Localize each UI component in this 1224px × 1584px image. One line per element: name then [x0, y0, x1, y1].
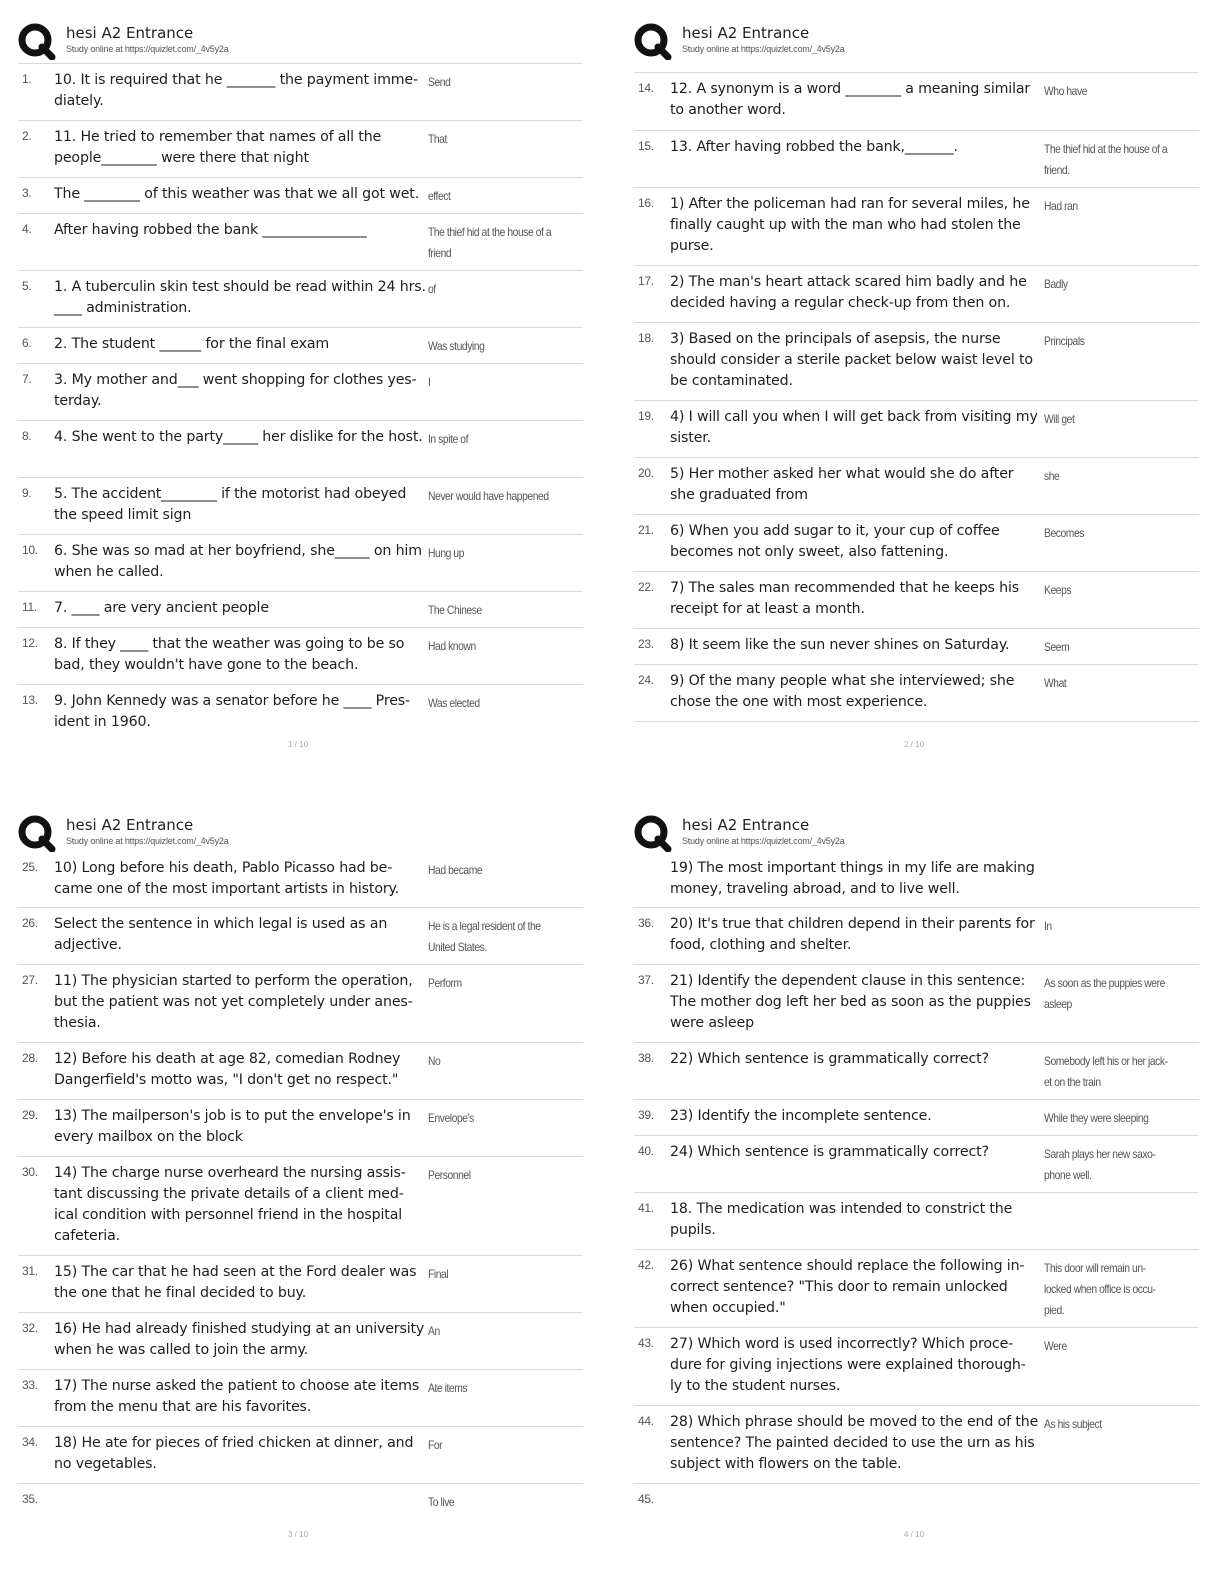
item-answer: Will get [1044, 412, 1075, 426]
item-question: Select the sentence in which legal is used as an adjective. [54, 916, 388, 953]
list-item [18, 1484, 583, 1520]
item-question: 12. A synonym is a word ________ a meaning similar to another word. [670, 81, 1031, 118]
list-item [18, 214, 583, 271]
item-question: 12) Before his death at age 82, comedian Rodney Dangerfield's motto was, "I don't get no respect." [54, 1051, 401, 1088]
list-item [634, 1406, 1199, 1484]
item-number: 31. [22, 1264, 38, 1278]
page-3 [18, 814, 588, 1574]
item-number: 39. [638, 1108, 654, 1122]
item-number: 24. [638, 673, 654, 687]
item-question: 2) The man's heart attack scared him badly and he decided having a regular check-up from then on. [670, 274, 1027, 311]
item-question: 8) It seem like the sun never shines on Saturday. [670, 637, 1010, 653]
item-question: 11) The physician started to perform the operation, but the patient was not yet completely under anes- thesia. [54, 973, 413, 1031]
item-answer: The thief hid at the house of a friend. [1044, 142, 1168, 177]
list-item [634, 852, 1199, 908]
list-item [634, 1328, 1199, 1406]
list-item [18, 328, 583, 364]
item-number: 6. [22, 336, 32, 350]
header-subtitle: Study online at https://quizlet.com/_4v5y2a [66, 836, 229, 846]
item-answer: He is a legal resident of the United States. [428, 919, 541, 954]
item-question: 8. If they ____ that the weather was going to be so bad, they wouldn't have gone to the beach. [54, 636, 405, 673]
list-item [634, 515, 1199, 572]
item-question: 3. My mother and___ went shopping for clothes yes- terday. [54, 372, 417, 409]
item-question: After having robbed the bank _______________ [54, 222, 367, 238]
list-item [18, 628, 583, 685]
item-answer: An [428, 1324, 440, 1338]
quizlet-logo-icon [634, 814, 672, 852]
list-item [18, 685, 583, 737]
header-subtitle: Study online at https://quizlet.com/_4v5y2a [682, 836, 845, 846]
quizlet-logo-icon [634, 22, 672, 60]
item-question: 16) He had already finished studying at an university when he was called to join the army. [54, 1321, 425, 1358]
list-item [18, 1427, 583, 1484]
item-answer: Was studying [428, 339, 485, 353]
list-item [18, 592, 583, 628]
item-question: 7) The sales man recommended that he keeps his receipt for at least a month. [670, 580, 1020, 617]
item-number: 17. [638, 274, 654, 288]
list-item [634, 572, 1199, 629]
item-question: 19) The most important things in my life are making money, traveling abroad, and to live well. [670, 860, 1035, 897]
item-answer: For [428, 1438, 443, 1452]
item-question: 23) Identify the incomplete sentence. [670, 1108, 932, 1124]
list-item [18, 421, 583, 478]
list-item [634, 629, 1199, 665]
item-number: 12. [22, 636, 38, 650]
item-question: 1. A tuberculin skin test should be read within 24 hrs. ____ administration. [54, 279, 426, 316]
item-question: The ________ of this weather was that we all got wet. [54, 186, 420, 202]
page-header [634, 22, 1204, 62]
item-question: 6. She was so mad at her boyfriend, she_____ on him when he called. [54, 543, 422, 580]
card-list [634, 72, 1199, 722]
item-number: 42. [638, 1258, 654, 1272]
item-number: 44. [638, 1414, 654, 1428]
header-subtitle: Study online at https://quizlet.com/_4v5y2a [682, 44, 845, 54]
item-number: 28. [22, 1051, 38, 1065]
list-item [634, 665, 1199, 722]
item-answer: Was elected [428, 696, 480, 710]
list-item [634, 965, 1199, 1043]
page-header [18, 22, 588, 62]
item-question: 4) I will call you when I will get back from visiting my sister. [670, 409, 1038, 446]
list-item [18, 121, 583, 178]
list-item [18, 965, 583, 1043]
item-answer: That [428, 132, 447, 146]
item-question: 28) Which phrase should be moved to the end of the sentence? The painted decided to use the urn as his subject with flowers on the table. [670, 1414, 1039, 1472]
page-number: 2 / 10 [904, 740, 925, 749]
item-number: 16. [638, 196, 654, 210]
list-item [18, 478, 583, 535]
item-answer: Sarah plays her new saxo- phone well. [1044, 1147, 1156, 1182]
item-number: 2. [22, 129, 32, 143]
item-answer: Principals [1044, 334, 1085, 348]
item-number: 18. [638, 331, 654, 345]
header-title: hesi A2 Entrance [66, 24, 194, 42]
page-header [18, 814, 588, 854]
item-question: 14) The charge nurse overheard the nursing assis- tant discussing the private details of a client med- ical condition with personnel friend in the hospital cafeteria. [54, 1165, 406, 1244]
list-item [18, 178, 583, 214]
item-number: 38. [638, 1051, 654, 1065]
item-number: 3. [22, 186, 32, 200]
item-question: 24) Which sentence is grammatically correct? [670, 1144, 989, 1160]
item-number: 19. [638, 409, 654, 423]
list-item [634, 1100, 1199, 1136]
quizlet-logo-icon [18, 814, 56, 852]
item-answer: What [1044, 676, 1067, 690]
item-number: 35. [22, 1492, 38, 1506]
item-question: 6) When you add sugar to it, your cup of coffee becomes not only sweet, also fattening. [670, 523, 1000, 560]
item-number: 20. [638, 466, 654, 480]
item-question: 17) The nurse asked the patient to choose ate items from the menu that are his favorites. [54, 1378, 420, 1415]
item-answer: As his subject [1044, 1417, 1102, 1431]
item-answer: As soon as the puppies were asleep [1044, 976, 1165, 1011]
list-item [18, 1313, 583, 1370]
item-question: 10) Long before his death, Pablo Picasso had be- came one of the most important artists in history. [54, 860, 400, 897]
item-number: 22. [638, 580, 654, 594]
quizlet-logo-icon [18, 22, 56, 60]
item-answer: Perform [428, 976, 462, 990]
item-answer: Final [428, 1267, 449, 1281]
page-4 [634, 814, 1204, 1574]
item-answer: Were [1044, 1339, 1067, 1353]
item-question: 18) He ate for pieces of fried chicken at dinner, and no vegetables. [54, 1435, 414, 1472]
list-item [634, 266, 1199, 323]
list-item [634, 323, 1199, 401]
item-number: 15. [638, 139, 654, 153]
list-item [634, 73, 1199, 131]
item-question: 20) It's true that children depend in their parents for food, clothing and shelter. [670, 916, 1035, 953]
item-number: 21. [638, 523, 654, 537]
item-question: 9. John Kennedy was a senator before he ____ Pres- ident in 1960. [54, 693, 410, 730]
item-answer: Somebody left his or her jack- et on the train [1044, 1054, 1168, 1089]
item-number: 25. [22, 860, 38, 874]
item-question: 21) Identify the dependent clause in this sentence: The mother dog left her bed as soon as the puppies were asleep [670, 973, 1031, 1031]
list-item [634, 908, 1199, 965]
list-item [18, 852, 583, 908]
item-number: 37. [638, 973, 654, 987]
item-number: 26. [22, 916, 38, 930]
item-question: 27) Which word is used incorrectly? Which proce- dure for giving injections were explained thorough- ly to the student nurses. [670, 1336, 1026, 1394]
list-item [18, 535, 583, 592]
item-answer: Seem [1044, 640, 1070, 654]
item-answer: Never would have happened [428, 489, 549, 503]
list-item [18, 1256, 583, 1313]
item-answer: of [428, 282, 436, 296]
list-item [634, 458, 1199, 515]
item-number: 4. [22, 222, 32, 236]
item-question: 11. He tried to remember that names of all the people________ were there that night [54, 129, 382, 166]
item-number: 14. [638, 81, 654, 95]
item-answer: Had became [428, 863, 483, 877]
item-question: 10. It is required that he _______ the payment imme- diately. [54, 72, 418, 109]
item-question: 15) The car that he had seen at the Ford dealer was the one that he final decided to buy. [54, 1264, 417, 1301]
item-number: 13. [22, 693, 38, 707]
list-item [634, 1043, 1199, 1100]
item-answer: effect [428, 189, 451, 203]
item-question: 5. The accident________ if the motorist had obeyed the speed limit sign [54, 486, 407, 523]
page-1 [18, 22, 588, 762]
card-list [18, 852, 583, 1520]
item-answer: In spite of [428, 432, 469, 446]
list-item [18, 271, 583, 328]
item-number: 10. [22, 543, 38, 557]
item-answer: While they were sleeping [1044, 1111, 1149, 1125]
item-question: 4. She went to the party_____ her dislike for the host. [54, 429, 423, 445]
item-question: 2. The student ______ for the final exam [54, 336, 330, 352]
item-number: 27. [22, 973, 38, 987]
item-number: 30. [22, 1165, 38, 1179]
item-answer: In [1044, 919, 1052, 933]
item-answer: Had ran [1044, 199, 1078, 213]
item-question: 5) Her mother asked her what would she do after she graduated from [670, 466, 1014, 503]
item-question: 22) Which sentence is grammatically correct? [670, 1051, 989, 1067]
item-number: 40. [638, 1144, 654, 1158]
item-number: 43. [638, 1336, 654, 1350]
item-number: 7. [22, 372, 32, 386]
item-number: 32. [22, 1321, 38, 1335]
item-answer: Hung up [428, 546, 465, 560]
list-item [634, 131, 1199, 188]
item-answer: I [428, 375, 431, 389]
item-answer: Send [428, 75, 451, 89]
item-answer: Personnel [428, 1168, 471, 1182]
item-question: 9) Of the many people what she interviewed; she chose the one with most experience. [670, 673, 1015, 710]
item-number: 8. [22, 429, 32, 443]
item-question: 3) Based on the principals of asepsis, the nurse should consider a sterile packet below waist level to be contaminated. [670, 331, 1033, 389]
item-answer: Had known [428, 639, 476, 653]
item-number: 36. [638, 916, 654, 930]
item-answer: Badly [1044, 277, 1068, 291]
page-number: 1 / 10 [288, 740, 309, 749]
item-question: 18. The medication was intended to constrict the pupils. [670, 1201, 1013, 1238]
list-item [634, 1193, 1199, 1250]
header-title: hesi A2 Entrance [66, 816, 194, 834]
item-number: 33. [22, 1378, 38, 1392]
list-item [18, 1100, 583, 1157]
list-item [18, 64, 583, 121]
header-title: hesi A2 Entrance [682, 24, 810, 42]
item-answer: To live [428, 1495, 455, 1509]
item-answer: Keeps [1044, 583, 1072, 597]
list-item [634, 1250, 1199, 1328]
list-item [634, 188, 1199, 266]
item-number: 45. [638, 1492, 654, 1506]
list-item [634, 1484, 1199, 1520]
page-header [634, 814, 1204, 854]
item-answer: Who have [1044, 84, 1088, 98]
item-answer: Becomes [1044, 526, 1085, 540]
page-number: 3 / 10 [288, 1530, 309, 1539]
card-list [634, 852, 1199, 1520]
item-question: 1) After the policeman had ran for several miles, he finally caught up with the man who had stolen the purse. [670, 196, 1030, 254]
list-item [18, 908, 583, 965]
item-answer: No [428, 1054, 441, 1068]
list-item [18, 1370, 583, 1427]
header-subtitle: Study online at https://quizlet.com/_4v5y2a [66, 44, 229, 54]
item-question: 13) The mailperson's job is to put the envelope's in every mailbox on the block [54, 1108, 411, 1145]
item-question: 7. ____ are very ancient people [54, 600, 269, 616]
item-question: 13. After having robbed the bank,_______. [670, 139, 958, 155]
item-answer: Ate items [428, 1381, 468, 1395]
item-answer: This door will remain un- locked when office is occu- pied. [1044, 1261, 1156, 1317]
item-question: 26) What sentence should replace the following in- correct sentence? "This door to remain unlocked when occupied." [670, 1258, 1025, 1316]
item-answer: Envelope's [428, 1111, 474, 1125]
item-answer: she [1044, 469, 1060, 483]
item-number: 41. [638, 1201, 654, 1215]
list-item [18, 1043, 583, 1100]
item-answer: The thief hid at the house of a friend [428, 225, 552, 260]
card-list [18, 63, 583, 737]
item-number: 1. [22, 72, 32, 86]
page-number: 4 / 10 [904, 1530, 925, 1539]
item-number: 29. [22, 1108, 38, 1122]
item-answer: The Chinese [428, 603, 482, 617]
list-item [634, 401, 1199, 458]
list-item [18, 1157, 583, 1256]
list-item [18, 364, 583, 421]
item-number: 34. [22, 1435, 38, 1449]
item-number: 5. [22, 279, 32, 293]
page-2 [634, 22, 1204, 762]
header-title: hesi A2 Entrance [682, 816, 810, 834]
item-number: 9. [22, 486, 32, 500]
item-number: 11. [22, 600, 37, 614]
item-number: 23. [638, 637, 654, 651]
list-item [634, 1136, 1199, 1193]
